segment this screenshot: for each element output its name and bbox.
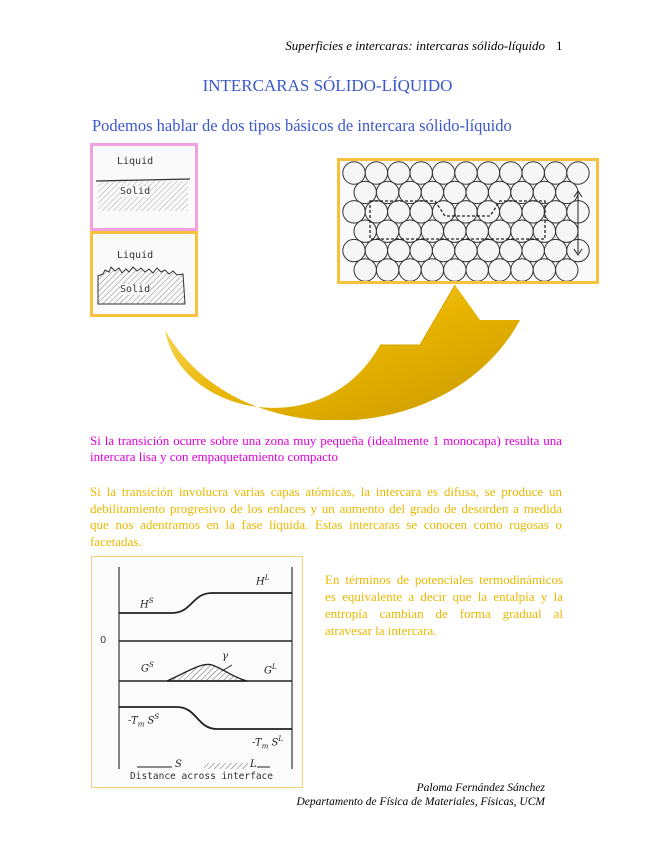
gs-label: $G^S$: [141, 661, 154, 675]
atom-circle: [388, 201, 410, 223]
atomic-packing-sketch: [340, 161, 596, 281]
atom-circle: [477, 162, 499, 184]
atom-circle: [466, 259, 488, 281]
atom-circle: [544, 201, 566, 223]
atom-circle: [376, 259, 398, 281]
atom-circle: [500, 239, 522, 261]
solid-label: Solid: [120, 284, 151, 295]
atom-circle: [556, 220, 578, 242]
atom-circle: [432, 201, 454, 223]
liquid-label: Liquid: [117, 156, 154, 167]
atom-circle: [522, 201, 544, 223]
solid-label: Solid: [120, 186, 151, 197]
atom-circle: [522, 162, 544, 184]
smooth-interface-paragraph: Si la transición ocurre sobre una zona muy pequeña (idealmente 1 monocapa) resulta una intercara lisa y con empaquetamiento compacto: [90, 433, 562, 464]
hl-label: $H^L$: [256, 574, 270, 588]
arrow-shape: [165, 285, 520, 420]
atom-circle: [500, 201, 522, 223]
atom-circle: [421, 259, 443, 281]
atom-circle: [354, 259, 376, 281]
tm-sl-label: $-T_m$ $S^L$: [252, 735, 284, 751]
atom-circle: [343, 201, 365, 223]
atom-circle: [399, 259, 421, 281]
atom-circle: [488, 181, 510, 203]
author-name: Paloma Fernández Sánchez: [416, 782, 545, 794]
atom-circle: [455, 162, 477, 184]
rough-interface-sketch: [93, 234, 195, 314]
atom-circle: [410, 239, 432, 261]
atom-circle: [365, 239, 387, 261]
atom-circle: [432, 162, 454, 184]
atom-circle: [410, 162, 432, 184]
author-block: [250, 781, 545, 809]
atom-circle: [343, 162, 365, 184]
section-subtitle: Podemos hablar de dos tipos básicos de intercara sólido-líquido: [92, 116, 512, 135]
diffuse-interface-paragraph: Si la transición involucra varias capas atómicas, la intercara es difusa, se produce un debilitamiento progresivo de los enlaces y un aumento del grado de desorden a medida que nos adentramos en la fase líquida. Estas intercaras se conocen como rugosas o facetadas.: [90, 484, 562, 549]
atom-circle: [488, 259, 510, 281]
atom-circle: [455, 239, 477, 261]
atom-circle: [421, 181, 443, 203]
atom-circle: [455, 201, 477, 223]
atom-circle: [399, 181, 421, 203]
thermodynamic-potentials-paragraph: En términos de potenciales termodinámicos es equivalente a decir que la entalpía y la entropía cambian de forma gradual al atravesar la intercara.: [325, 572, 563, 638]
atom-circle: [567, 162, 589, 184]
graph-xlabel: Distance across interface: [130, 771, 273, 782]
page-title: INTERCARAS SÓLIDO-LÍQUIDO: [202, 76, 453, 95]
atom-circle: [343, 239, 365, 261]
atom-circle: [500, 162, 522, 184]
atom-circle: [511, 181, 533, 203]
hs-label: $H^S$: [140, 597, 154, 611]
atom-circle: [444, 259, 466, 281]
atom-circle: [365, 162, 387, 184]
atom-circle: [511, 259, 533, 281]
zero-label: 0: [100, 635, 107, 646]
atom-circle: [556, 259, 578, 281]
atom-circle: [544, 162, 566, 184]
atom-circle: [477, 239, 499, 261]
s-label: S: [175, 759, 182, 770]
atom-circle: [533, 181, 555, 203]
l-label: L: [250, 759, 257, 770]
atom-circle: [388, 162, 410, 184]
atom-circle: [410, 201, 432, 223]
atom-circle: [444, 181, 466, 203]
author-department: Departamento de Física de Materiales, Físicas, UCM: [296, 796, 545, 808]
atomic-packing-figure: [337, 158, 599, 284]
liquid-label: Liquid: [117, 250, 154, 261]
smooth-interface-figure: [90, 143, 198, 231]
atom-circle: [432, 239, 454, 261]
atom-circle: [354, 181, 376, 203]
atom-circle: [533, 259, 555, 281]
atom-circle: [466, 181, 488, 203]
atom-circle: [376, 181, 398, 203]
page-number: 1: [556, 38, 563, 53]
thermodynamic-graph-figure: [91, 556, 303, 788]
tm-ss-label: $-T_m$ $S^S$: [128, 713, 160, 729]
atom-circle: [388, 239, 410, 261]
atom-circle: [365, 201, 387, 223]
rough-interface-figure: [90, 231, 198, 317]
atom-circle: [556, 181, 578, 203]
atom-circle: [522, 239, 544, 261]
atom-circle: [544, 239, 566, 261]
gl-label: $G^L$: [264, 663, 277, 677]
gamma-label: γ: [222, 651, 228, 662]
atom-circle: [477, 201, 499, 223]
running-header: Superficies e intercaras: intercaras sólido-líquido: [285, 38, 545, 53]
